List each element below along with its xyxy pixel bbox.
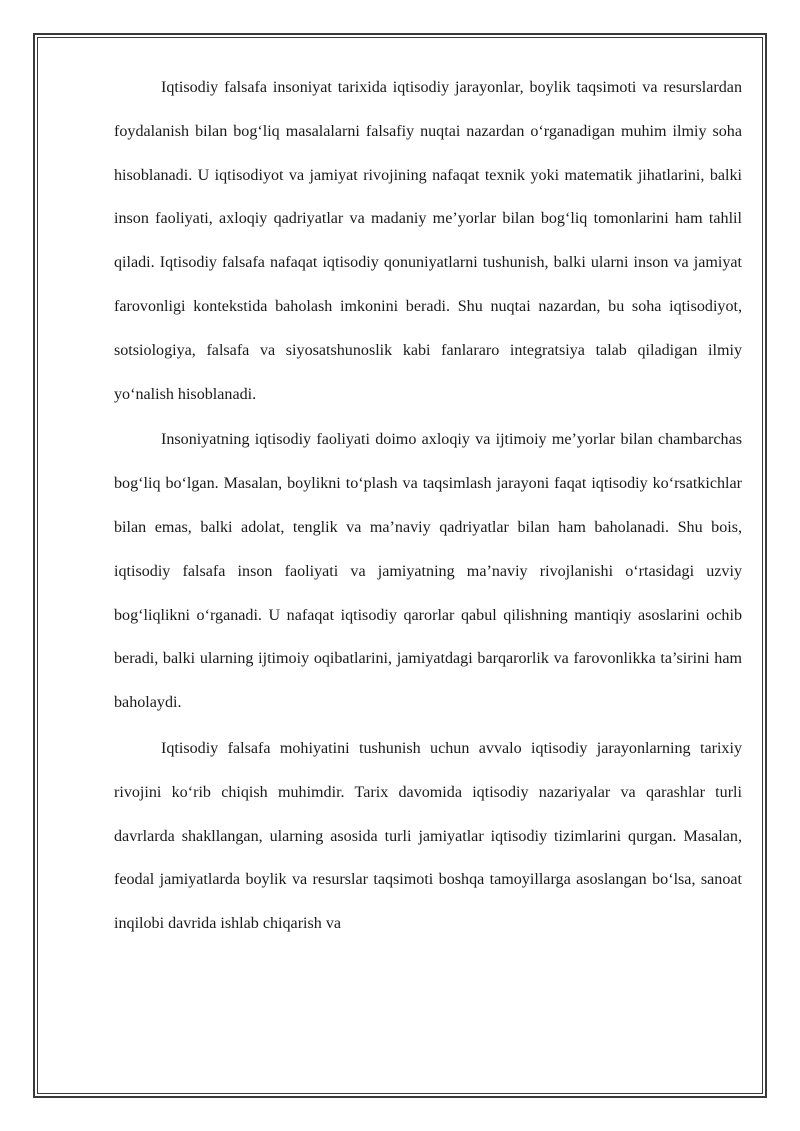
document-body — [114, 66, 742, 948]
paragraph-3: Iqtisodiy falsafa mohiyatini tushunish uchun avvalo iqtisodiy jarayonlarning tarixiy rivojini ko‘rib chiqish muhimdir. Tarix davomida iqtisodiy nazariyalar va qarashlar turli davrlarda shakllangan, ularning asosida turli jamiyatlar iqtisodiy tizimlarini qurgan. Masalan, feodal jamiyatlarda boylik va resurslar taqsimoti boshqa tamoyillarga asoslangan bo‘lsa, sanoat inqilobi davrida ishlab chiqarish va — [114, 739, 742, 933]
paragraph-1: Iqtisodiy falsafa insoniyat tarixida iqtisodiy jarayonlar, boylik taqsimoti va resurslardan foydalanish bilan bog‘liq masalalarni falsafiy nuqtai nazardan o‘rganadigan muhim ilmiy soha hisoblanadi. U iqtisodiyot va jamiyat rivojining nafaqat texnik yoki matematik jihatlarini, balki inson faoliyati, axloqiy qadriyatlar va madaniy me’yorlar bilan bog‘liq tomonlarini ham tahlil qiladi. Iqtisodiy falsafa nafaqat iqtisodiy qonuniyatlarni tushunish, balki ularni inson va jamiyat farovonligi kontekstida baholash imkonini beradi. Shu nuqtai nazardan, bu soha iqtisodiyot, sotsiologiya, falsafa va siyosatshunoslik kabi fanlararo integratsiya talab qiladigan ilmiy yo‘nalish hisoblanadi. — [114, 79, 742, 403]
paragraph-2: Insoniyatning iqtisodiy faoliyati doimo axloqiy va ijtimoiy me’yorlar bilan chambarchas bog‘liq bo‘lgan. Masalan, boylikni to‘plash va taqsimlash jarayoni faqat iqtisodiy ko‘rsatkichlar bilan emas, balki adolat, tenglik va ma’naviy qadriyatlar bilan ham baholanadi. Shu bois, iqtisodiy falsafa inson faoliyati va jamiyatning ma’naviy rivojlanishi o‘rtasidagi uzviy bog‘liqlikni o‘rganadi. U nafaqat iqtisodiy qarorlar qabul qilishning mantiqiy asoslarini ochib beradi, balki ularning ijtimoiy oqibatlarini, jamiyatdagi barqarorlik va farovonlikka ta’sirini ham baholaydi. — [114, 431, 742, 712]
